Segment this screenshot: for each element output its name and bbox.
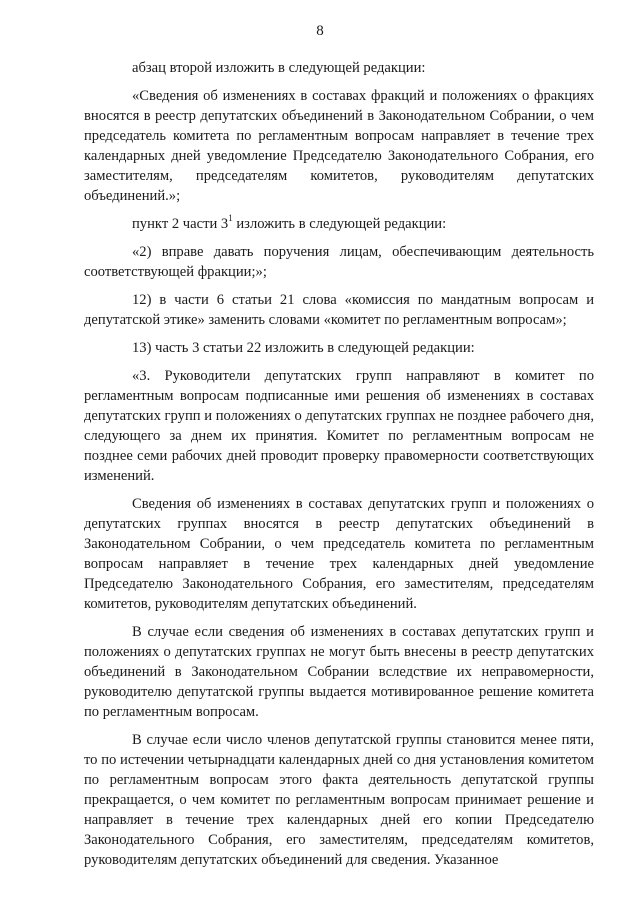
paragraph: В случае если сведения об изменениях в составах депутатских групп и положениях о депутатских группах не могут быть внесены в реестр депутатских объединений в Законодательном Собрании вследствие их неправомерности, руководителю депутатской группы выдается мотивированное решение комитета по регламентным вопросам. [84, 624, 594, 720]
paragraph: Сведения об изменениях в составах депутатских групп и положениях о депутатских группах вносятся в реестр депутатских объединений в Законодательном Собрании, о чем председатель комитета по регламентным вопросам направляет в течение трех календарных дней уведомление Председателю Законодательного Собрания, его заместителям, председателям комитетов, руководителям депутатских объединений. [84, 496, 594, 612]
paragraph: В случае если число членов депутатской группы становится менее пяти, то по истечении четырнадцати календарных дней со дня установления комитетом по регламентным вопросам этого факта деятельность депутатской группы прекращается, о чем комитет по регламентным вопросам принимает решение и направляет в течение трех календарных дней его копии Председателю Законодательного Собрания, его заместителям, председателям комитетов, руководителям депутатских объединений для сведения. Указанное [84, 732, 594, 868]
paragraph: «2) вправе давать поручения лицам, обеспечивающим деятельность соответствующей фракции;»; [84, 244, 594, 280]
paragraph: 13) часть 3 статьи 22 изложить в следующей редакции: [132, 340, 475, 356]
superscript: 1 [228, 213, 233, 223]
paragraph: «Сведения об изменениях в составах фракций и положениях о фракциях вносятся в реестр депутатских объединений в Законодательном Собрании, о чем председатель комитета по регламентным вопросам направляет в течение трех календарных дней уведомление Председателю Законодательного Собрания, его заместителям, председателям комитетов, руководителям депутатских объединений.»; [84, 88, 594, 204]
page-number: 8 [316, 23, 324, 39]
paragraph [84, 214, 594, 234]
paragraph-text: пункт 2 части 3 [132, 216, 229, 232]
paragraph: 12) в части 6 статьи 21 слова «комиссия по мандатным вопросам и депутатской этике» заменить словами «комитет по регламентным вопросам»; [84, 292, 594, 328]
paragraph: «3. Руководители депутатских групп направляют в комитет по регламентным вопросам подписанные ими решения об изменениях в составах депутатских групп и положениях о депутатских группах не позднее рабочего дня, следующего за днем их принятия. Комитет по регламентным вопросам не позднее семи рабочих дней проводит проверку правомерности соответствующих изменений. [84, 368, 594, 484]
paragraph: абзац второй изложить в следующей редакции: [132, 60, 426, 76]
document-body [84, 58, 594, 878]
paragraph-text: изложить в следующей редакции: [232, 216, 447, 232]
